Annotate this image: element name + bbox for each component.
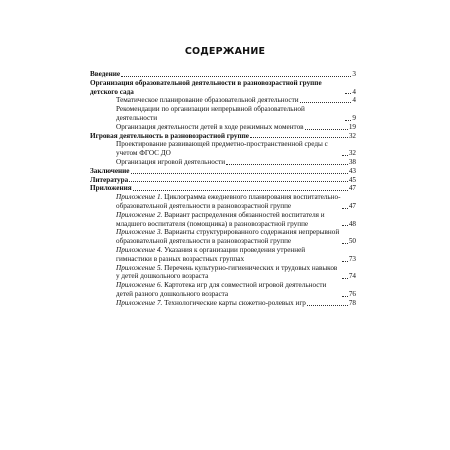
toc-entry-text: Варианты структурированного содержания непрерывной образовательной деятельности в разновозрастной группе [116,228,340,246]
toc-entry-text: Организация образовательной деятельности в разновозрастной группе детского сада [90,78,322,96]
dot-leader [226,164,348,165]
toc-page-number: 76 [348,289,356,298]
toc-entry-appendix-1 [90,193,356,211]
toc-page-number: 43 [348,166,356,175]
dot-leader [342,278,348,279]
toc-entry-appendix-7 [90,299,356,308]
toc-entry-appendix-2 [90,211,356,229]
dot-leader [300,102,352,103]
toc-entry-text: Рекомендации по организации непрерывной образовательной деятельности [116,105,305,122]
toc-entry-introduction [90,70,356,79]
toc-entry-text: Организация деятельности детей в ходе режимных моментов [116,122,304,131]
dot-leader [345,93,351,94]
toc-page-number: 9 [352,113,356,122]
toc-entry-appendices [90,184,356,193]
toc-entry-text: Введение [90,70,121,78]
toc-entry-appendix-5 [90,264,356,282]
dot-leader [342,243,348,244]
toc-page-number: 78 [348,298,356,307]
toc-entry-appendix-6 [90,281,356,299]
page-title: СОДЕРЖАНИЕ [184,46,266,57]
dot-leader [342,296,348,297]
toc-entry-environment-design [90,140,356,158]
toc-entry-text: Циклограмма ежедневного планирования воспитательно-образовательной деятельности в разновозрастной группе [116,193,341,210]
toc-page-number: 47 [348,201,356,210]
dot-leader [342,208,348,209]
dot-leader [133,190,348,191]
toc-entry-conclusion [90,167,356,176]
toc-entry-text: Проектирование развивающей предметно-пространственной среды с учетом ФГОС ДО [116,140,328,158]
appendix-label: Приложение 4. [116,245,163,254]
toc-entry-text: Указания к организации проведения утренней гимнастики в разных возрастных группах [116,245,306,263]
dot-leader [342,261,348,262]
toc-page-number: 4 [352,96,356,105]
toc-entry-text: Игровая деятельность в разновозрастной группе [90,131,249,140]
toc-page-number: 50 [348,237,356,246]
dot-leader [121,76,351,77]
dot-leader [345,120,351,121]
toc-page-number: 32 [348,149,356,158]
appendix-label: Приложение 6. [116,281,163,290]
toc-page-number: 73 [348,254,356,263]
appendix-label: Приложение 7. [116,298,163,307]
toc-entry-organization [90,79,356,97]
toc-entry-text: Тематическое планирование образовательной деятельности [116,96,299,105]
toc-entry-text: Вариант распределения обязанностей воспитателя и младшего воспитателя (помощника) в разновозрастной группе [116,210,325,228]
appendix-label: Приложение 3. [116,228,163,237]
table-of-contents [90,70,356,308]
toc-entry-text: Заключение [90,166,130,175]
toc-entry-text: Литература [90,175,129,184]
dot-leader [305,129,348,130]
toc-page-number: 19 [348,122,356,131]
toc-entry-appendix-3 [90,228,356,246]
toc-entry-routine-activities [90,123,356,132]
dot-leader [129,181,348,182]
dot-leader [342,225,348,226]
toc-entry-text: Организация игровой деятельности [116,157,226,166]
toc-entry-text: Картотека игр для совместной игровой деятельности детей разного дошкольного возраста [116,281,327,298]
toc-page-number: 45 [348,175,356,184]
appendix-label: Приложение 2. [116,210,163,219]
toc-entry-literature [90,176,356,185]
toc-entry-text: Перечень культурно-гигиенических и трудовых навыков у детей дошкольного возраста [116,263,338,281]
toc-entry-recommendations [90,105,356,123]
toc-page-number: 3 [352,70,356,78]
dot-leader [131,173,348,174]
appendix-label: Приложение 1. [116,193,163,202]
toc-page-number: 38 [348,157,356,166]
dot-leader [307,305,348,306]
dot-leader [250,137,348,138]
toc-page-number: 4 [352,87,356,96]
toc-page-number: 32 [348,131,356,140]
appendix-label: Приложение 5. [116,263,163,272]
toc-entry-play-organization [90,158,356,167]
toc-page-number: 48 [348,219,356,228]
toc-entry-text: Технологические карты сюжетно-ролевых игр [164,298,306,307]
toc-entry-thematic-planning [90,96,356,105]
dot-leader [342,155,348,156]
toc-page-number: 47 [348,184,356,193]
toc-page-number: 74 [348,272,356,281]
toc-entry-appendix-4 [90,246,356,264]
toc-entry-play-activity [90,132,356,141]
toc-entry-text: Приложения [90,184,132,193]
